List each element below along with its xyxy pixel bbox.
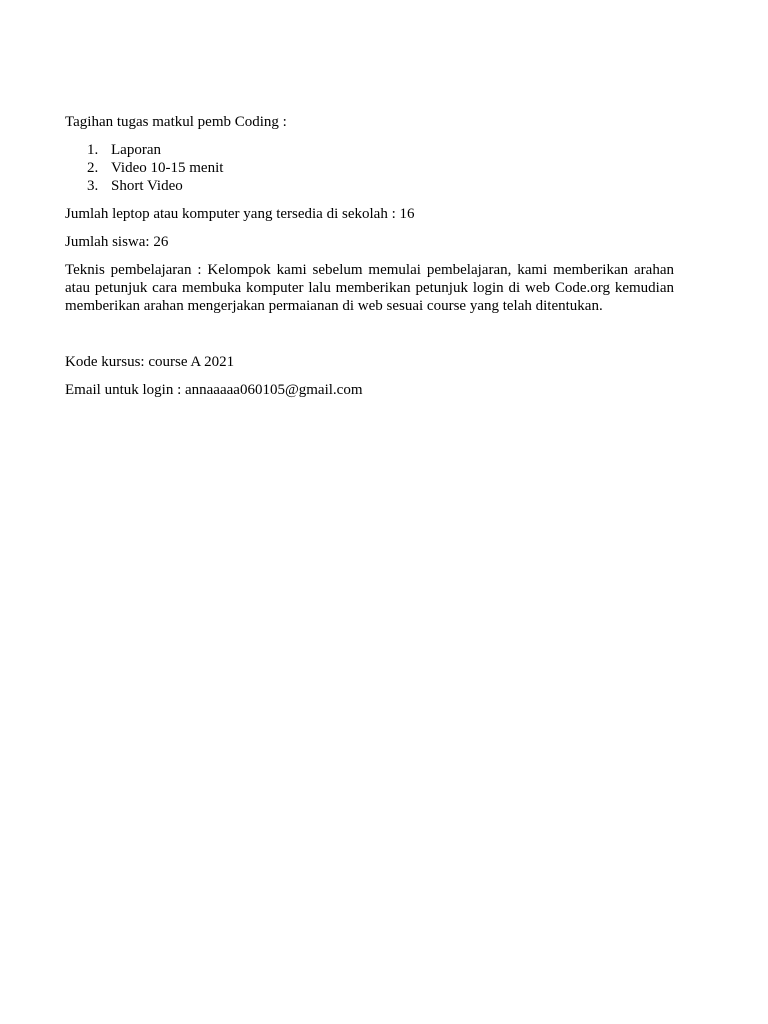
list-item-number: 1. (87, 142, 99, 158)
task-list (65, 141, 674, 195)
login-email-text: Email untuk login : annaaaaa060105@gmail.com (65, 382, 363, 398)
list-item-number: 2. (87, 160, 99, 176)
list-item-label: Video 10-15 menit (111, 160, 224, 176)
technique-paragraph: Teknis pembelajaran : Kelompok kami sebelum memulai pembelajaran, kami memberikan arahan atau petunjuk cara membuka komputer lalu memberikan petunjuk login di web Code.org kemudian memberikan arahan mengerjakan permaianan di web sesuai course yang telah ditentukan. (65, 262, 674, 314)
assignment-heading: Tagihan tugas matkul pemb Coding : (65, 114, 287, 130)
course-code-text: Kode kursus: course A 2021 (65, 354, 235, 370)
laptop-count-text: Jumlah leptop atau komputer yang tersedia di sekolah : 16 (65, 206, 415, 222)
blank-line (65, 325, 674, 353)
list-item (65, 177, 674, 195)
list-item-label: Short Video (111, 178, 183, 194)
list-item (65, 141, 674, 159)
list-item-label: Laporan (111, 142, 161, 158)
list-item (65, 159, 674, 177)
document-body (65, 113, 674, 409)
list-item-number: 3. (87, 178, 99, 194)
student-count-text: Jumlah siswa: 26 (65, 234, 169, 250)
